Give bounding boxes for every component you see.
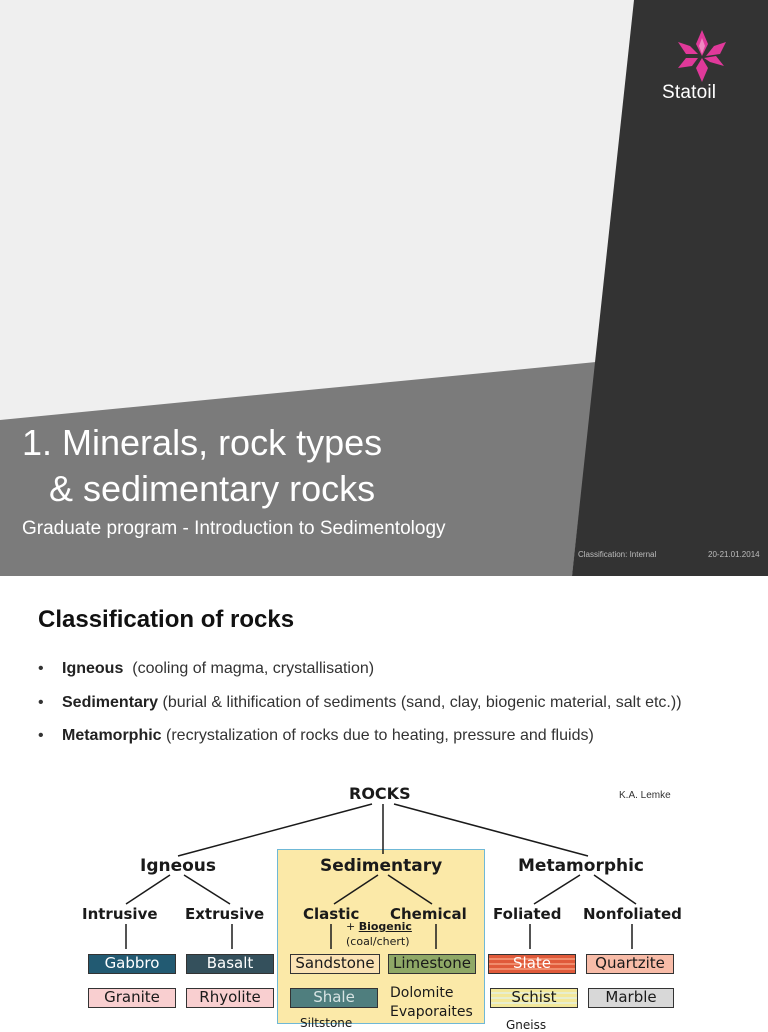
bullet-term: Metamorphic: [62, 727, 162, 744]
rock-quartzite: Quartzite: [586, 954, 674, 974]
biogenic-plus: +: [346, 920, 359, 933]
bullet-desc: (burial & lithification of sediments (sand, clay, biogenic material, salt etc.)): [158, 693, 682, 711]
node-extrusive: Extrusive: [185, 905, 265, 923]
bullet-term: Sedimentary: [62, 693, 159, 711]
rock-schist: Schist: [490, 988, 578, 1008]
rock-granite: Granite: [88, 988, 176, 1008]
rock-evaporaites: Evaporaites: [390, 1004, 473, 1020]
title-line-2: & sedimentary rocks: [49, 468, 376, 509]
bullet-dot: •: [38, 693, 44, 711]
rock-shale: Shale: [290, 988, 378, 1008]
rock-basalt: Basalt: [186, 954, 274, 974]
bullet-term: Igneous: [62, 660, 124, 677]
bullet-dot: •: [38, 727, 44, 744]
node-clastic: Clastic: [303, 905, 360, 923]
bullet-dot: •: [38, 660, 44, 677]
classification-label: Classification: Internal: [578, 550, 657, 559]
classification-slide: [0, 576, 768, 1032]
rock-gabbro: Gabbro: [88, 954, 176, 974]
node-igneous: Igneous: [140, 856, 217, 876]
biogenic-text: Biogenic: [358, 920, 412, 933]
rock-siltstone: Siltstone: [300, 1016, 353, 1030]
slide-subtitle: Graduate program - Introduction to Sedimentology: [22, 518, 446, 539]
node-metamorphic: Metamorphic: [518, 856, 644, 876]
credit-label: K.A. Lemke: [619, 790, 671, 801]
node-rocks: ROCKS: [349, 784, 411, 803]
slide-title: [22, 420, 382, 512]
logo-wordmark: Statoil: [662, 82, 717, 103]
bullet-desc: (recrystalization of rocks due to heating, pressure and fluids): [161, 727, 594, 744]
rock-limestone: Limestone: [388, 954, 476, 974]
date-label: 20-21.01.2014: [708, 550, 760, 559]
biogenic-note: (coal/chert): [346, 935, 410, 948]
slide-heading: Classification of rocks: [38, 606, 295, 633]
rock-marble: Marble: [588, 988, 674, 1008]
rock-rhyolite: Rhyolite: [186, 988, 274, 1008]
rock-gneiss: Gneiss: [506, 1018, 547, 1032]
node-nonfoliated: Nonfoliated: [583, 905, 682, 923]
statoil-star-icon: [662, 28, 742, 84]
bullet-desc: (cooling of magma, crystallisation): [123, 660, 375, 677]
node-intrusive: Intrusive: [82, 905, 158, 923]
rock-sandstone: Sandstone: [290, 954, 380, 974]
rock-slate: Slate: [488, 954, 576, 974]
node-foliated: Foliated: [493, 905, 562, 923]
title-line-1: 1. Minerals, rock types: [22, 422, 383, 463]
biogenic-label: [346, 920, 412, 933]
node-chemical: Chemical: [390, 905, 467, 923]
rock-dolomite: Dolomite: [390, 985, 454, 1001]
node-sedimentary: Sedimentary: [320, 856, 443, 876]
